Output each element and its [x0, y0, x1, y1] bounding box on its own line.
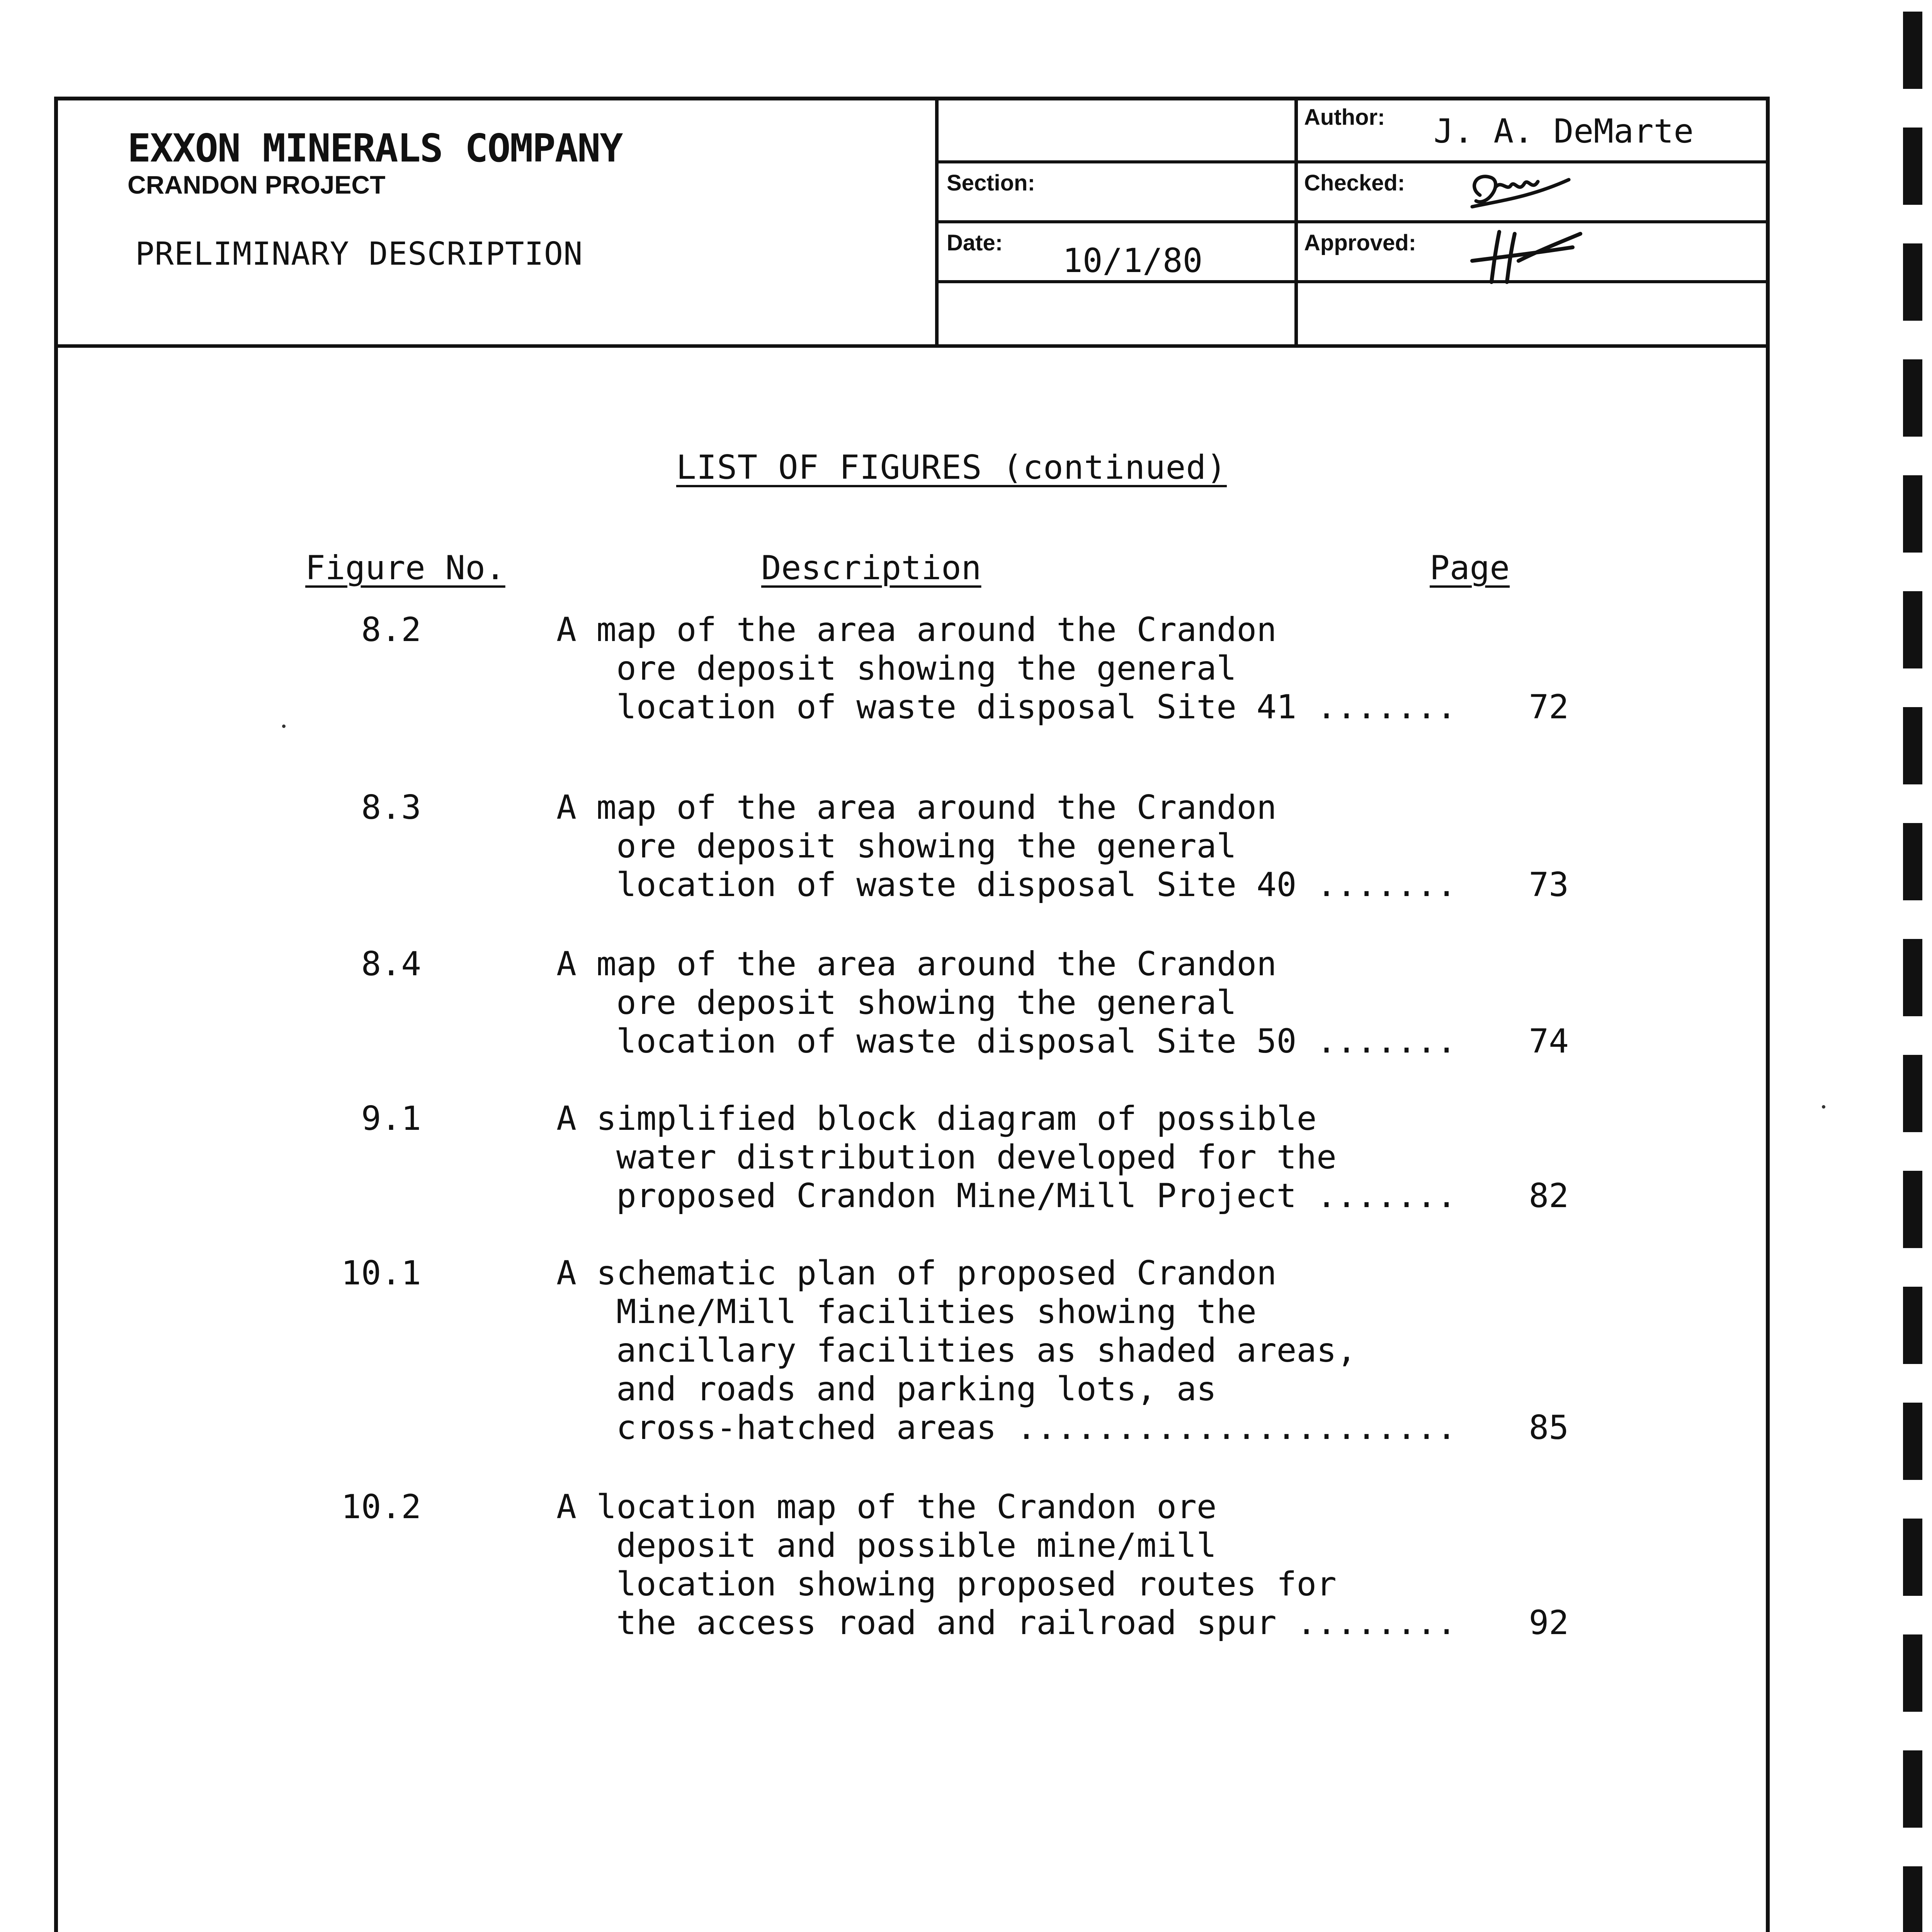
figure-number: 8.2 [361, 611, 421, 649]
binding-mark [1903, 359, 1922, 437]
title-block-rule [935, 280, 1766, 283]
title-block-rule [935, 220, 1766, 223]
binding-mark [1903, 1171, 1922, 1248]
column-header-page: Page [1430, 549, 1510, 587]
figure-number: 8.4 [361, 945, 421, 983]
project-name: CRANDON PROJECT [128, 170, 386, 199]
figure-description: A map of the area around the Crandon ore deposit showing the general location of waste disposal Site 40 ....... [556, 788, 1457, 904]
binding-mark [1903, 823, 1922, 900]
section-label: Section: [947, 170, 1035, 196]
page-number: 82 [1529, 1177, 1569, 1215]
figure-number: 10.1 [341, 1254, 421, 1293]
title-block-rule [935, 160, 1766, 163]
author-label: Author: [1304, 105, 1385, 130]
binding-mark [1903, 475, 1922, 553]
checked-label: Checked: [1304, 170, 1405, 196]
date-label: Date: [947, 230, 1003, 255]
binding-mark [1903, 128, 1922, 205]
binding-mark [1903, 1519, 1922, 1596]
column-header-description: Description [761, 549, 981, 587]
scan-speck [1822, 1105, 1825, 1109]
author-value: J. A. DeMarte [1434, 112, 1694, 151]
document-description: PRELIMINARY DESCRIPTION [135, 236, 583, 272]
binding-mark [1903, 1866, 1922, 1932]
page-number: 73 [1529, 866, 1569, 904]
page-number: 72 [1529, 688, 1569, 726]
figure-description: A schematic plan of proposed Crandon Mine/Mill facilities showing the ancillary facilities as shaded areas, and roads and parking lots, as cross-hatched areas ...................... [556, 1254, 1457, 1447]
binding-mark [1903, 707, 1922, 784]
binding-mark [1903, 1634, 1922, 1712]
approved-signature [1457, 224, 1588, 286]
figure-number: 9.1 [361, 1099, 421, 1138]
page-number: 74 [1529, 1022, 1569, 1061]
binding-mark [1903, 591, 1922, 668]
document-page [54, 97, 1770, 1932]
binding-mark [1903, 243, 1922, 321]
scan-speck [282, 724, 286, 728]
figure-description: A map of the area around the Crandon ore deposit showing the general location of waste disposal Site 41 ....... [556, 611, 1457, 726]
figure-description: A simplified block diagram of possible water distribution developed for the proposed Crandon Mine/Mill Project ....... [556, 1099, 1457, 1215]
column-header-figure-no: Figure No. [305, 549, 505, 587]
list-title: LIST OF FIGURES (continued) [676, 448, 1227, 487]
page-number: 85 [1529, 1408, 1569, 1447]
approved-label: Approved: [1304, 230, 1416, 255]
figure-description: A map of the area around the Crandon ore deposit showing the general location of waste disposal Site 50 ....... [556, 945, 1457, 1061]
figure-number: 10.2 [341, 1488, 421, 1526]
company-name: EXXON MINERALS COMPANY [128, 126, 622, 171]
binding-mark [1903, 1750, 1922, 1828]
binding-mark [1903, 1055, 1922, 1132]
binding-mark [1903, 1403, 1922, 1480]
binding-mark [1903, 939, 1922, 1016]
figure-description: A location map of the Crandon ore deposit and possible mine/mill location showing proposed routes for the access road and railroad spur ........ [556, 1488, 1457, 1642]
checked-signature [1464, 164, 1588, 214]
binding-mark [1903, 12, 1922, 89]
figure-number: 8.3 [361, 788, 421, 827]
date-value: 10/1/80 [1063, 242, 1203, 280]
binding-mark [1903, 1287, 1922, 1364]
page-number: 92 [1529, 1604, 1569, 1642]
title-block [58, 100, 1766, 348]
